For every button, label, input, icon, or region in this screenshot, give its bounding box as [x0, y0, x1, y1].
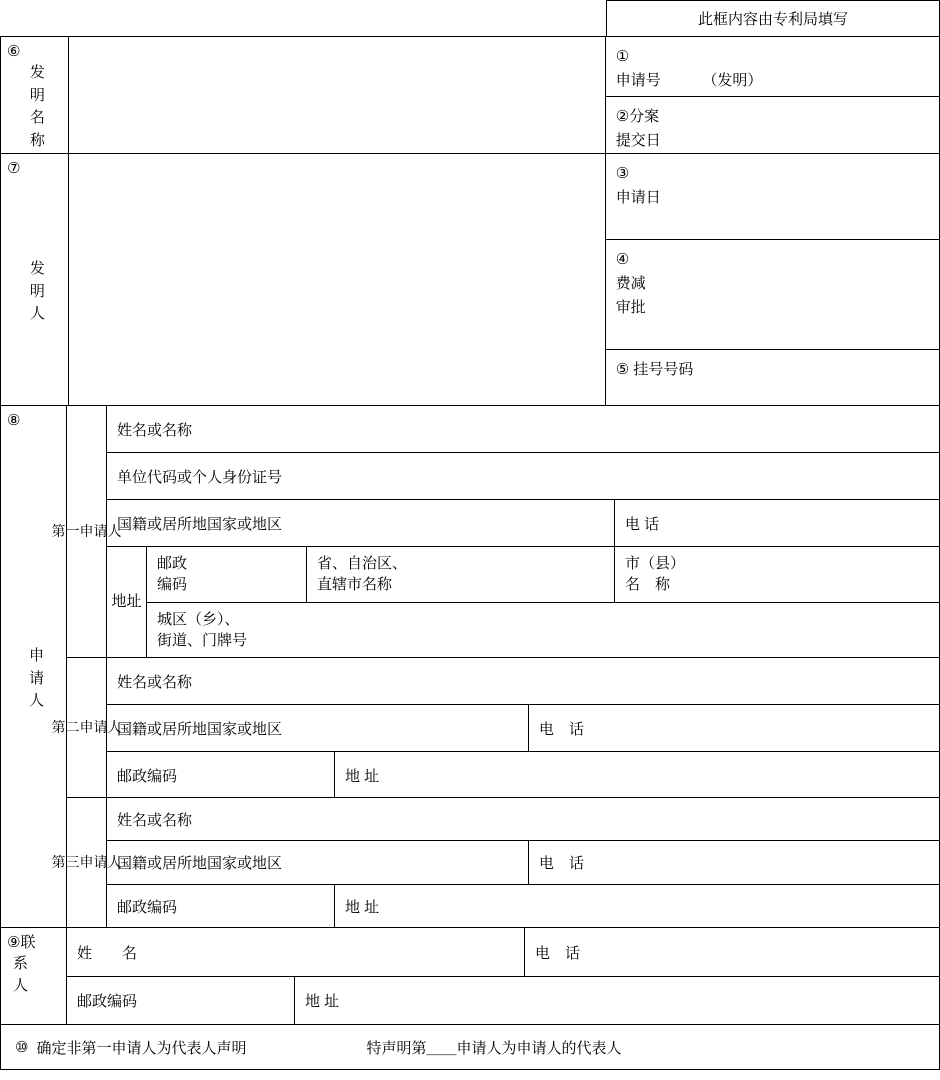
- section-7-inventor: [1, 154, 939, 406]
- office-field-4-label-1: 费减: [615, 275, 646, 292]
- office-field-fee-reduction[interactable]: [606, 240, 939, 350]
- office-field-5-label: ⑤ 挂号号码: [615, 361, 694, 378]
- office-field-registered-number[interactable]: [606, 350, 939, 403]
- applicant-second-nationality-label[interactable]: 国籍或居所地国家或地区: [107, 705, 529, 751]
- section-10-representative-declaration: [1, 1025, 939, 1069]
- section-9-marker: ⑨联 系 人: [1, 928, 67, 1024]
- applicant-first-city-label[interactable]: 市（县） 名 称: [625, 555, 686, 593]
- applicant-third-phone-label[interactable]: 电 话: [539, 855, 585, 872]
- applicant-second-postcode-label[interactable]: 邮政编码: [107, 752, 335, 798]
- contact-address-label[interactable]: 地 址: [305, 993, 340, 1010]
- applicant-second-index: 第 二 申 请 人: [67, 658, 107, 797]
- office-field-division-date[interactable]: [606, 97, 939, 153]
- applicant-third-index: 第 三 申 请 人: [67, 798, 107, 927]
- office-box-note: 此框内容由专利局填写: [606, 0, 940, 36]
- office-field-2-label: 提交日: [615, 132, 661, 149]
- applicant-first-address-label: 地 址: [107, 547, 147, 658]
- applicants-block: [51, 406, 939, 927]
- applicant-second-phone-label[interactable]: 电 话: [539, 720, 585, 738]
- header-left-blank: [0, 0, 606, 36]
- section-9-label: 系 人: [13, 954, 29, 995]
- applicant-third-name-label[interactable]: 姓名或名称: [117, 811, 193, 829]
- contact-phone-label[interactable]: 电 话: [535, 944, 581, 962]
- section-8-label: 申 请 人: [28, 647, 44, 710]
- applicant-first-index: 第 一 申 请 人: [67, 406, 107, 657]
- applicant-first-id-label[interactable]: 单位代码或个人身份证号: [117, 468, 283, 486]
- form-body: [0, 36, 940, 1070]
- applicant-third: [51, 798, 939, 927]
- section-6-marker: ⑥ 发 明 名 称: [1, 37, 69, 153]
- office-field-filing-date[interactable]: [606, 154, 939, 240]
- applicant-third-postcode-label[interactable]: 邮政编码: [107, 885, 335, 927]
- form-header-strip: [0, 0, 940, 36]
- section-6-invention-title: [1, 37, 939, 154]
- office-field-1-label: 申请号 （发明）: [615, 72, 763, 89]
- section-9-contact: [1, 928, 939, 1025]
- applicant-first-street-label[interactable]: 城区（乡）、 街道、门牌号: [157, 611, 248, 649]
- applicant-third-nationality-label[interactable]: 国籍或居所地国家或地区: [107, 841, 529, 884]
- office-field-2-num: ②分案: [615, 108, 660, 125]
- invention-title-input[interactable]: [69, 37, 606, 153]
- section-6-label: 发 明 名 称: [29, 64, 45, 149]
- office-field-4-num: ④: [615, 251, 630, 268]
- office-field-1-num: ①: [615, 48, 630, 65]
- applicant-second-address-label[interactable]: 地 址: [345, 767, 380, 785]
- applicant-first: [51, 406, 939, 658]
- office-field-3-label: 申请日: [615, 189, 661, 206]
- applicant-first-province-label[interactable]: 省、自治区、 直辖市名称: [307, 547, 615, 602]
- inventor-input[interactable]: [69, 154, 606, 405]
- contact-name-label[interactable]: 姓 名: [67, 928, 525, 976]
- applicant-first-nationality-label[interactable]: 国籍或居所地国家或地区: [107, 500, 615, 546]
- applicant-first-phone-label[interactable]: 电 话: [625, 515, 660, 533]
- section-7-marker: ⑦ 发 明 人: [1, 154, 69, 405]
- contact-postcode-label[interactable]: 邮政编码: [67, 977, 295, 1024]
- section-8-marker: ⑧ 申 请 人: [1, 406, 67, 927]
- applicant-first-name-label[interactable]: 姓名或名称: [117, 421, 193, 439]
- applicant-second: [51, 658, 939, 798]
- office-field-application-number[interactable]: [606, 37, 939, 97]
- applicant-second-name-label[interactable]: 姓名或名称: [117, 673, 193, 691]
- office-field-4-label-2: 审批: [615, 299, 646, 316]
- section-8-applicants: [1, 406, 939, 928]
- section-7-label: 发 明 人: [29, 260, 45, 323]
- applicant-third-address-label[interactable]: 地 址: [345, 898, 380, 916]
- section-10-text: 确定非第一申请人为代表人声明: [36, 1039, 247, 1057]
- section-10-declaration[interactable]: 特声明第＿＿申请人为申请人的代表人: [366, 1039, 622, 1057]
- office-field-3-num: ③: [615, 165, 630, 182]
- applicant-first-postcode-label[interactable]: 邮政 编码: [147, 547, 307, 602]
- section-10-marker: ⑩: [15, 1039, 29, 1056]
